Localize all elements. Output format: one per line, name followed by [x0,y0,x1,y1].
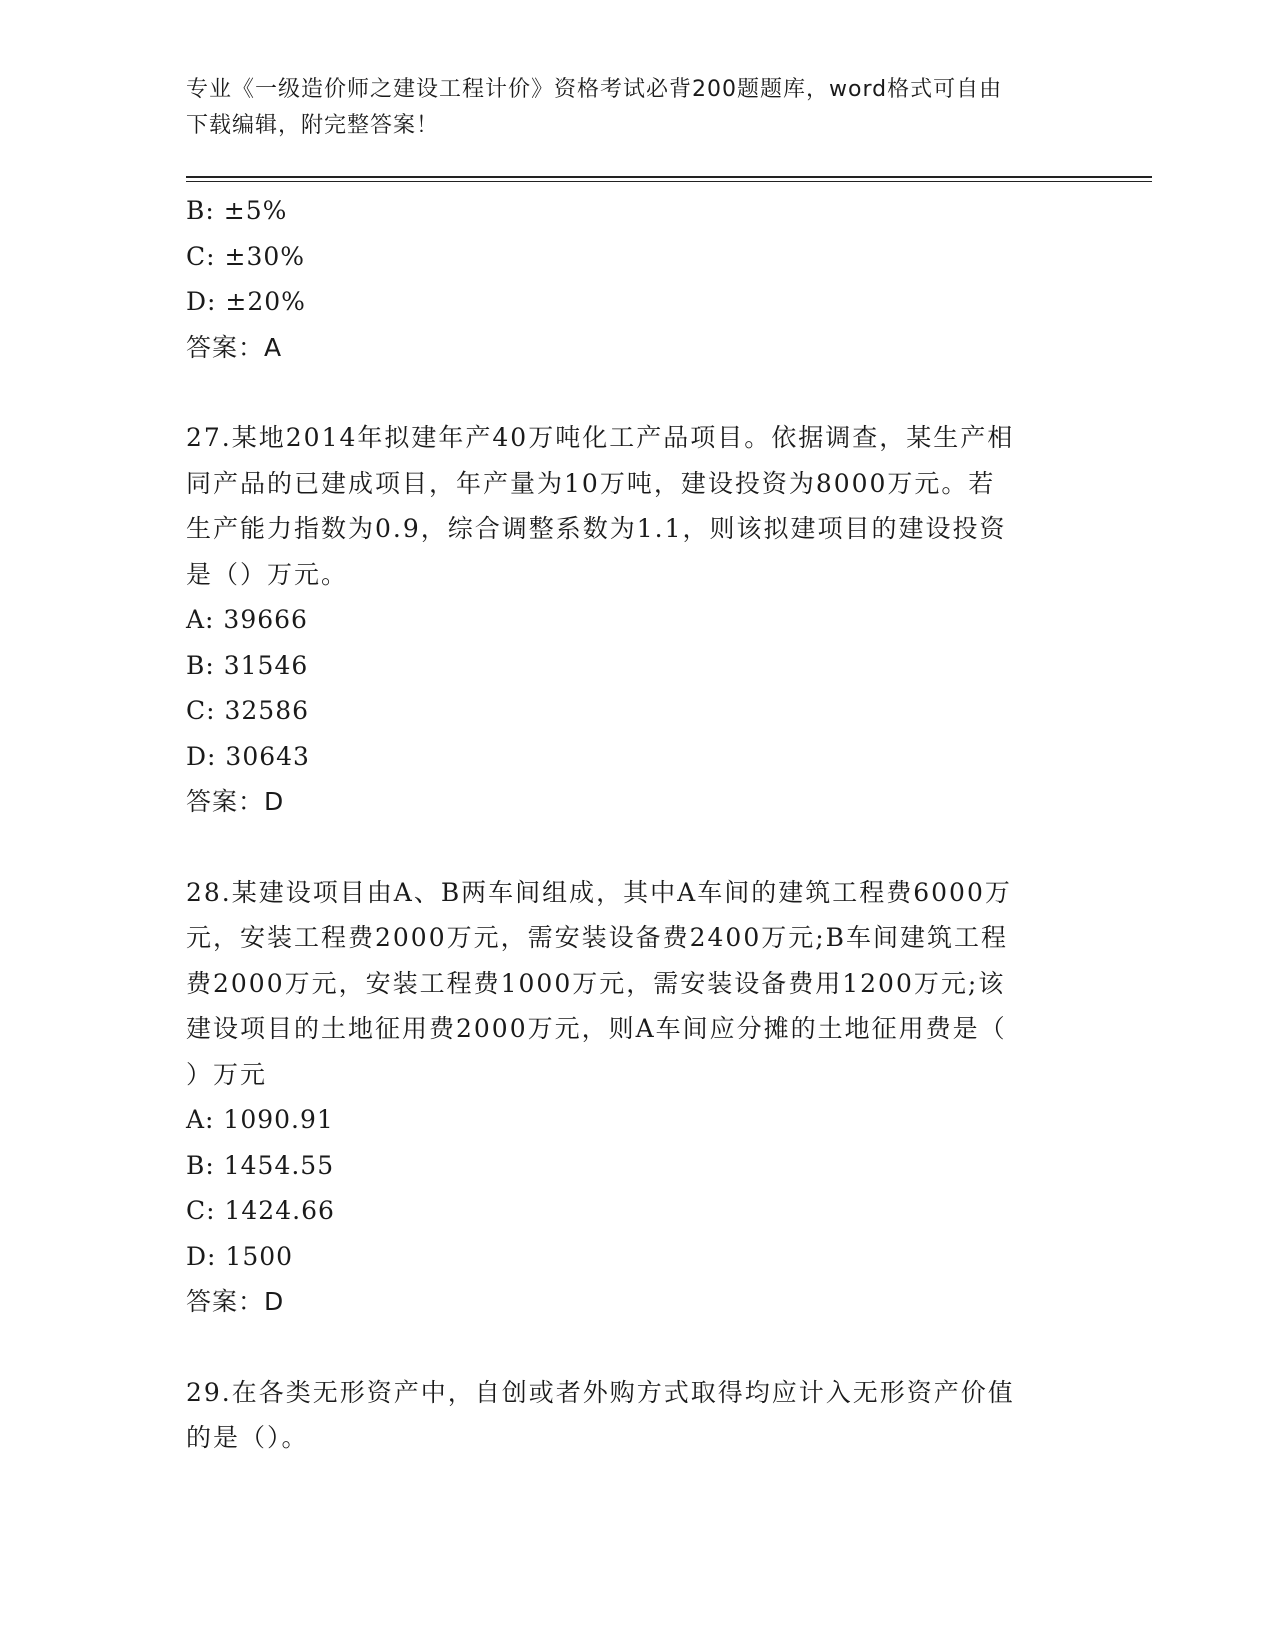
question-stem-line: ）万元 [186,1059,268,1089]
prev-question [186,188,1086,370]
option-d: D: 1500 [186,1241,294,1271]
answer-label: 答案：D [186,787,285,816]
question-27 [186,415,1086,825]
question-stem-line: 29.在各类无形资产中，自创或者外购方式取得均应计入无形资产价值 [186,1377,1015,1407]
option-d: D: ±20% [186,287,306,316]
question-stem-line: 28.某建设项目由A、B两车间组成，其中A车间的建筑工程费6000万 [186,877,1012,907]
option-d: D: 30643 [186,741,310,771]
option-c: C: ±30% [186,241,306,271]
question-stem-line: 元，安装工程费2000万元，需安装设备费2400万元;B车间建筑工程 [186,923,1009,952]
header-divider [186,176,1152,178]
option-a: A: 39666 [186,605,308,634]
question-28 [186,870,1086,1325]
answer-label: 答案：D [186,1287,285,1316]
question-stem-line: 建设项目的土地征用费2000万元，则A车间应分摊的土地征用费是（ [186,1014,1007,1043]
option-a: A: 1090.91 [186,1105,334,1134]
question-stem-line: 费2000万元，安装工程费1000万元，需安装设备费用1200万元;该 [186,968,1006,998]
option-b: B: 1454.55 [186,1150,335,1180]
spacer [186,825,1086,870]
spacer [186,1325,1086,1370]
question-stem-line: 同产品的已建成项目，年产量为10万吨，建设投资为8000万元。若 [186,468,996,498]
question-stem-line: 生产能力指数为0.9，综合调整系数为1.1，则该拟建项目的建设投资 [186,514,1007,543]
question-stem-line: 的是（）。 [186,1423,309,1452]
option-b: B: ±5% [186,196,288,225]
question-stem-line: 27.某地2014年拟建年产40万吨化工产品项目。依据调查，某生产相 [186,423,1015,452]
document-body [186,188,1086,1461]
question-stem-line: 是（）万元。 [186,559,349,589]
header-line-1: 专业《一级造价师之建设工程计价》资格考试必背200题题库，word格式可自由 [186,77,1003,102]
answer-label: 答案：A [186,332,283,362]
header-line-2: 下载编辑，附完整答案！ [186,113,440,138]
option-c: C: 32586 [186,696,310,725]
question-29 [186,1370,1086,1461]
page-header [186,72,1086,144]
header-divider-thin [186,181,1152,182]
spacer [186,370,1086,415]
option-b: B: 31546 [186,650,309,680]
option-c: C: 1424.66 [186,1196,335,1225]
